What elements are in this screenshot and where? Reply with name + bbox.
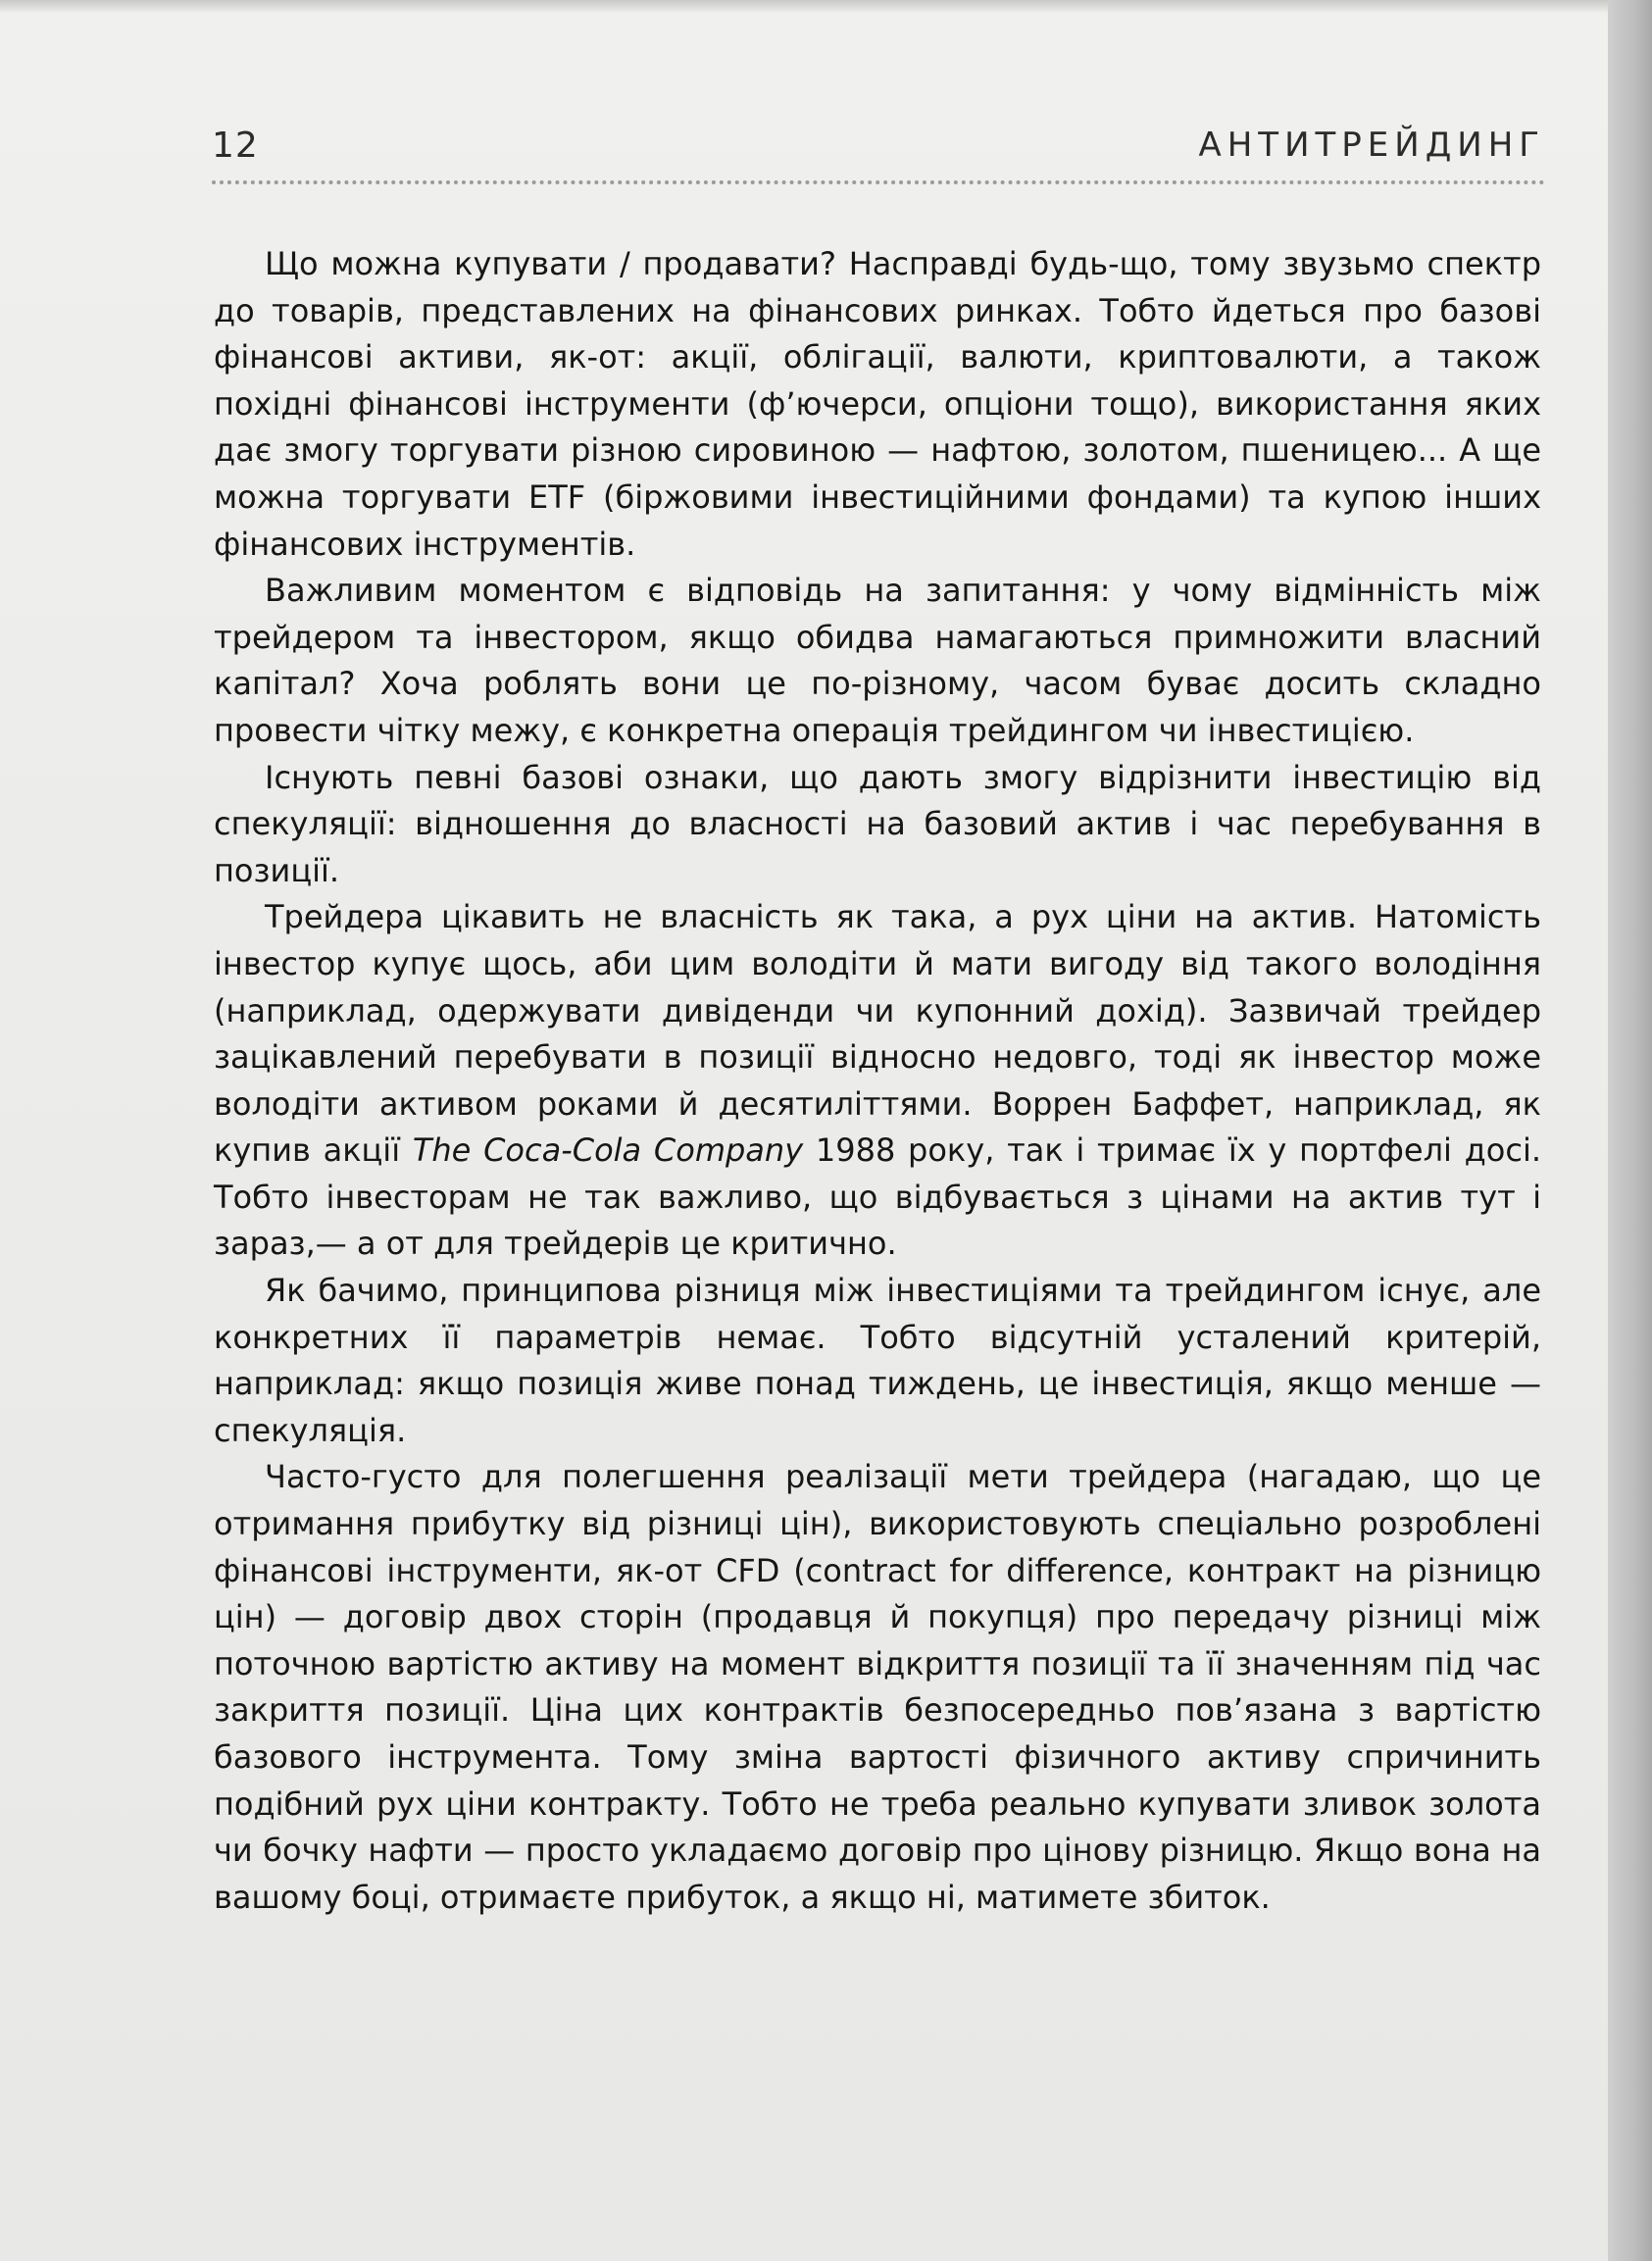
company-name: The Coca-Cola Company — [412, 1131, 804, 1170]
paragraph-4-text-before: Трейдера цікавить не власність як така, а рух ціни на актив. Натомість інвестор купує щось, аби цим володіти й мати вигоду від такого володіння (наприклад, одержувати дивіденди чи купонний дохід). Зазвичай трейдер зацікавлений перебувати в позиції відносно недовго, тоді як інвестор може володіти активом роками й десятиліттями. Воррен Баффет, наприклад, як купив акції — [214, 898, 1541, 1170]
body-text — [214, 241, 1541, 1921]
paragraph-6: Часто-густо для полегшення реалізації мети трейдера (нагадаю, що це отримання прибутку від різниці цін), використовують спеціально розроблені фінансові інструменти, як-от CFD (contract for difference, контракт на різницю цін) — договір двох сторін (продавця й покупця) про передачу різниці між поточною вартістю активу на момент відкриття позиції та її значенням під час закриття позиції. Ціна цих контрактів безпосередньо пов’язана з вартістю базового інструмента. Тому зміна вартості фізичного активу спричинить подібний рух ціни контракту. Тобто не треба реально купувати зливок золота чи бочку нафти — просто укладаємо договір про цінову різницю. Якщо вона на вашому боці, отримаєте прибуток, а якщо ні, матимете збиток. — [214, 1458, 1541, 1916]
header-dotted-rule — [212, 180, 1545, 184]
paragraph-4-text-after: 1988 року, так і тримає їх у портфелі досі. Тобто інвесторам не так важливо, що відбувається з цінами на актив тут і зараз,— а от для трейдерів це критично. — [214, 1131, 1541, 1263]
page-header — [212, 116, 1545, 175]
page-top-shadow — [0, 0, 1608, 14]
paragraph-3: Існують певні базові ознаки, що дають змогу відрізнити інвестицію від спекуляції: відношення до власності на базовий актив і час перебування в позиції. — [214, 758, 1541, 889]
page-number: 12 — [212, 126, 259, 166]
running-title: АНТИТРЕЙДИНГ — [1198, 126, 1545, 165]
paragraph-4 — [214, 894, 1541, 1268]
paragraph-2: Важливим моментом є відповідь на запитання: у чому відмінність між трейдером та інвестором, якщо обидва намагаються примножити власний капітал? Хоча роблять вони це по-різному, часом буває досить складно провести чітку межу, є конкретна операція трейдингом чи інвестицією. — [214, 572, 1541, 749]
page-edge — [1608, 0, 1652, 2261]
paragraph-1: Що можна купувати / продавати? Насправді будь-що, тому звузьмо спектр до товарів, представлених на фінансових ринках. Тобто йдеться про базові фінансові активи, як-от: акції, облігації, валюти, криптовалюти, а також похідні фінансові інструменти (ф’ючерси, опціони тощо), використання яких дає змогу торгувати різною сировиною — нафтою, золотом, пшеницею... А ще можна торгувати ETF (біржовими інвестиційними фондами) та купою інших фінансових інструментів. — [214, 245, 1541, 563]
paragraph-5: Як бачимо, принципова різниця між інвестиціями та трейдингом існує, але конкретних її параметрів немає. Тобто відсутній усталений критерій, наприклад: якщо позиція живе понад тиждень, це інвестиція, якщо менше — спекуляція. — [214, 1272, 1541, 1449]
